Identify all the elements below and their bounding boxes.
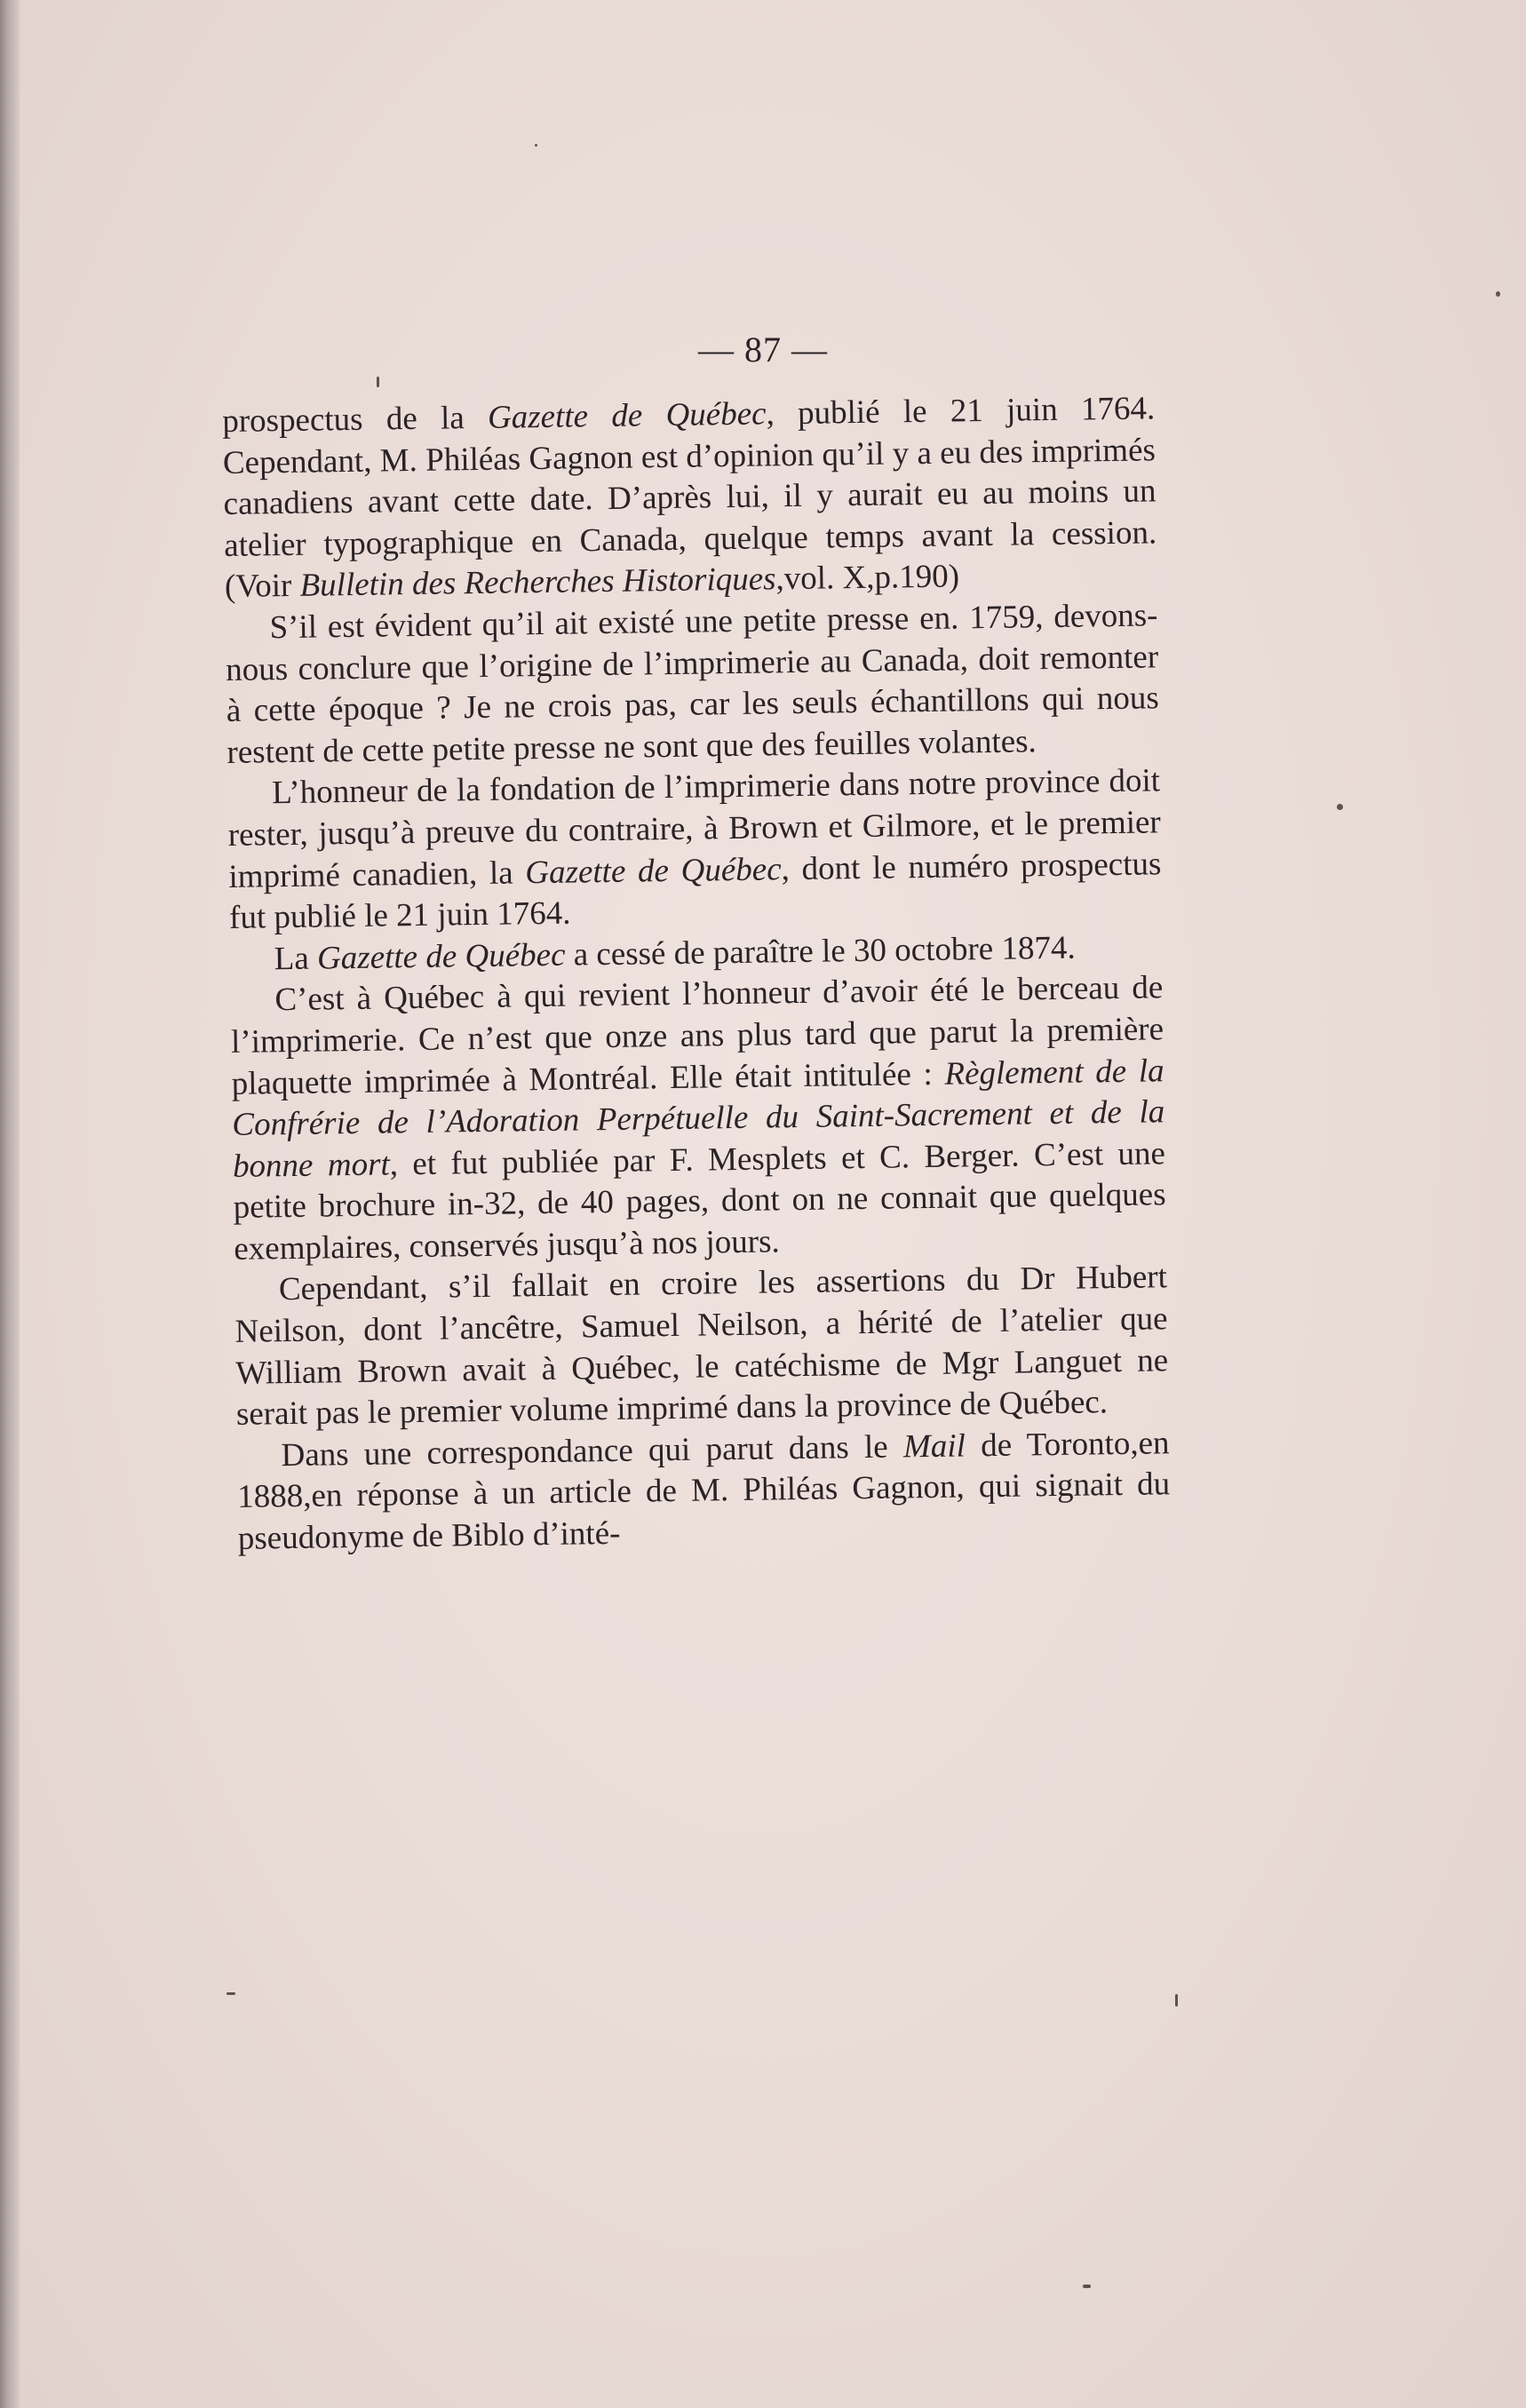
italic-text: Mail: [902, 1427, 966, 1466]
text-run: prospectus de la: [222, 399, 489, 440]
body-text: [222, 388, 1171, 1560]
text-run: de Toronto,en 1888,en réponse à un article de M. Philéas Gagnon, qui signait du pseudonyme de Biblo d’inté-: [236, 1425, 1171, 1557]
italic-text: Gazette de Québec: [487, 395, 767, 436]
paper-speck: [1337, 804, 1343, 810]
paper-speck: [535, 144, 537, 147]
text-run: Cependant, s’il fallait en croire les assertions du Dr Hubert Neilson, dont l’ancêtre, Samuel Neilson, a hérité de l’atelier que William Brown avait à Québec, le catéchisme de Mgr Languet ne serait pas le premier volume imprimé dans la province de Québec.: [234, 1259, 1169, 1434]
italic-text: Bulletin des Recherches Historiques: [299, 560, 776, 605]
text-run: a cessé de paraître le 30 octobre 1874.: [565, 929, 1076, 974]
paper-speck: [1083, 2285, 1091, 2288]
text-run: , et fut publiée par F. Mesplets et C. Berger. C’est une petite brochure in-32, de 40 pages, dont on ne connait que quelques exemplaires, conservés jusqu’à nos jours.: [233, 1134, 1166, 1268]
paragraph: [236, 1423, 1171, 1560]
text-run: L’honneur de la fondation de l’imprimerie dans notre province doit rester, jusqu’à preuve du contraire, à Brown et Gilmore, et le premier imprimé canadien, la: [227, 762, 1162, 895]
paper-speck: [1175, 1994, 1178, 2007]
text-run: ,vol. X,p.190): [775, 558, 960, 598]
italic-text: Gazette de Québec: [316, 936, 566, 977]
paragraph: [230, 968, 1166, 1271]
italic-text: Gazette de Québec: [525, 850, 782, 891]
paragraph: [222, 388, 1157, 608]
text-run: La: [274, 940, 318, 977]
paragraph: [234, 1258, 1169, 1436]
paper-speck: [227, 1992, 235, 1995]
italic-text: Règlement de la Confrérie de l’Adoration Perpétuelle du Saint-Sacrement et de la bonne mort: [232, 1052, 1165, 1185]
text-run: , publié le 21 juin 1764. Cependant, M. Philéas Gagnon est d’opinion qu’il y a eu des imprimés canadiens avant cette date. D’après lui, il y aurait eu au moins un atelier typographique en Canada, quelque temps avant la cession. (Voir: [222, 390, 1157, 606]
text-run: , dont le numéro prospectus fut publié le 21 juin 1764.: [228, 845, 1162, 937]
paragraph: [225, 595, 1159, 774]
paper-speck: [1496, 291, 1500, 297]
page-number: — 87 —: [698, 330, 828, 370]
text-run: Dans une correspondance qui parut dans le: [281, 1428, 904, 1474]
paper-speck: [377, 377, 379, 387]
paragraph: [227, 761, 1162, 940]
text-run: S’il est évident qu’il ait existé une petite presse en. 1759, devons-nous conclure que l’origine de l’imprimerie au Canada, doit remonter à cette époque ? Je ne crois pas, car les seuls échantillons qui nous restent de cette petite presse ne sont que des feuilles volantes.: [225, 597, 1160, 771]
text-run: C’est à Québec à qui revient l’honneur d’avoir été le berceau de l’imprimerie. Ce n’est que onze ans plus tard que parut la première plaquette imprimée à Montréal. Elle était intitulée :: [230, 969, 1164, 1102]
